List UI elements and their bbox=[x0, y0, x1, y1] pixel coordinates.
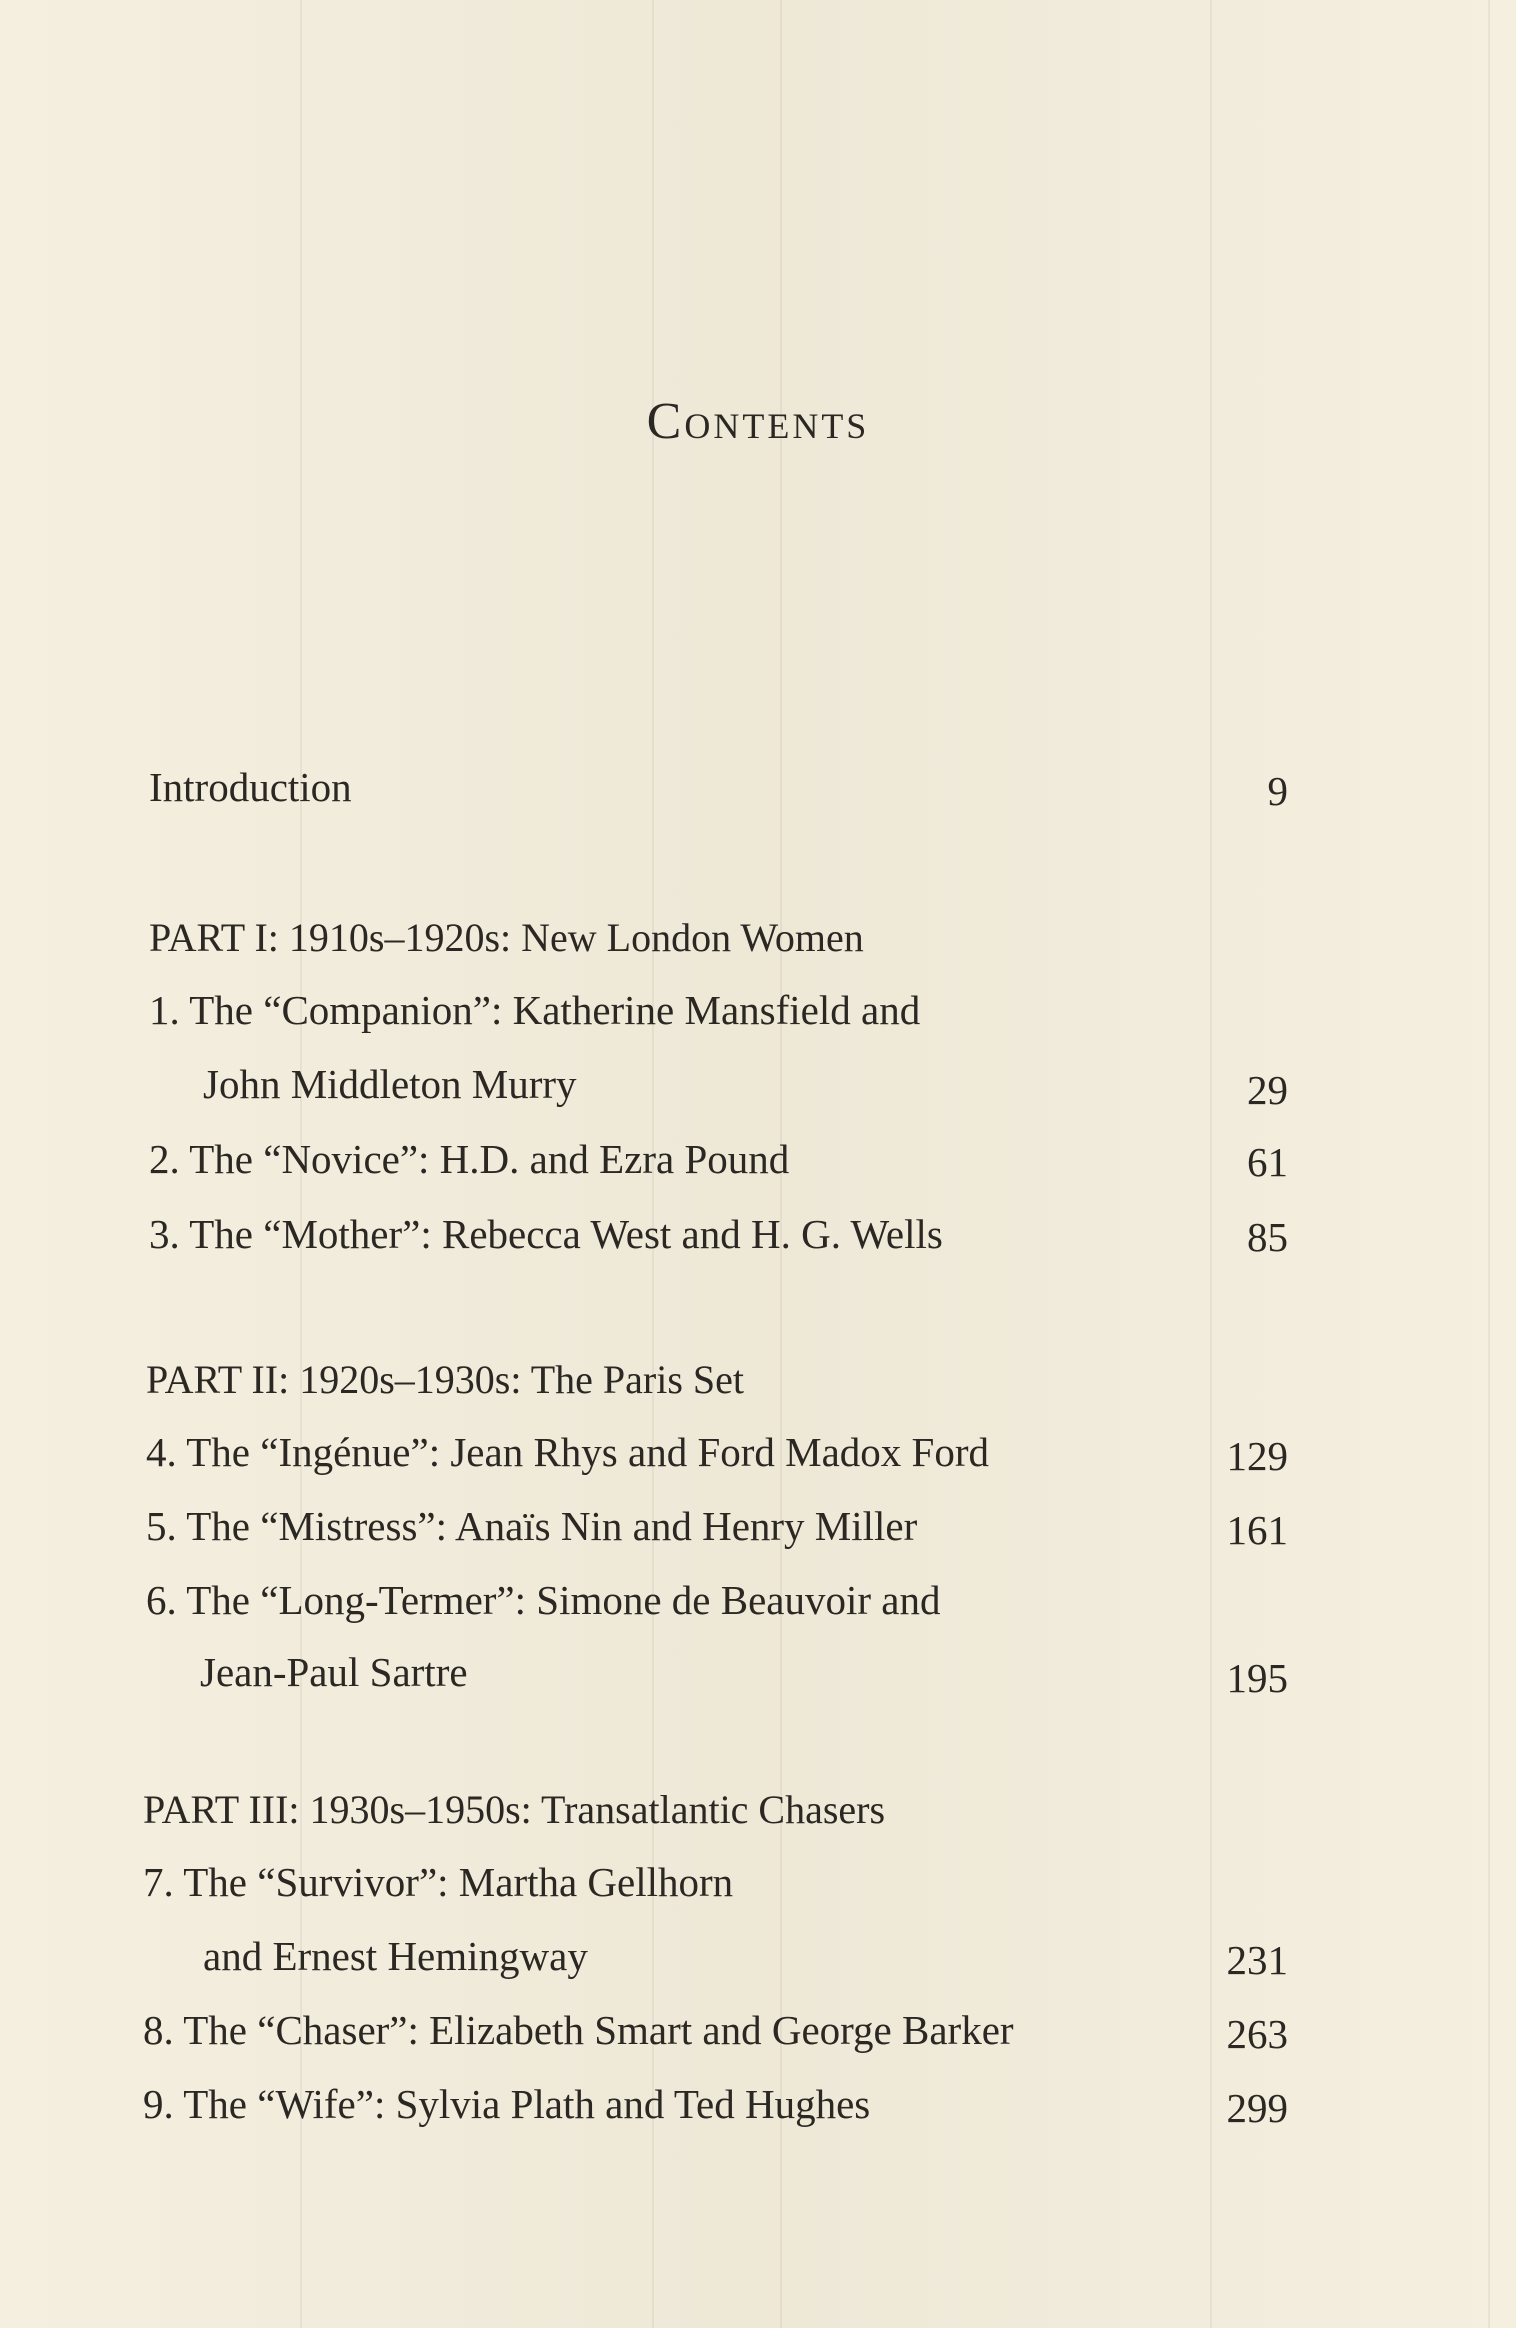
toc-entry-continuation: John Middleton Murry bbox=[203, 1061, 577, 1107]
toc-page-number: 299 bbox=[1226, 2085, 1288, 2131]
toc-page-number: 61 bbox=[1247, 1139, 1288, 1185]
toc-entry: 9. The “Wife”: Sylvia Plath and Ted Hughes bbox=[143, 2081, 871, 2127]
toc-entry: 2. The “Novice”: H.D. and Ezra Pound bbox=[149, 1136, 790, 1182]
part-heading: PART III: 1930s–1950s: Transatlantic Chasers bbox=[143, 1787, 886, 1832]
toc-entry-continuation: and Ernest Hemingway bbox=[203, 1933, 588, 1979]
part-heading: PART II: 1920s–1930s: The Paris Set bbox=[146, 1357, 745, 1402]
toc-entry: 4. The “Ingénue”: Jean Rhys and Ford Madox Ford bbox=[146, 1429, 990, 1475]
toc-page-number: 9 bbox=[1267, 768, 1288, 814]
toc-entry-introduction: Introduction bbox=[149, 764, 352, 810]
scan-streak bbox=[1488, 0, 1490, 2328]
toc-page-number: 195 bbox=[1226, 1655, 1288, 1701]
toc-page-number: 161 bbox=[1226, 1507, 1288, 1553]
toc-page-number: 263 bbox=[1226, 2011, 1288, 2057]
toc-entry: 6. The “Long-Termer”: Simone de Beauvoir and bbox=[146, 1577, 941, 1623]
toc-entry: 1. The “Companion”: Katherine Mansfield and bbox=[149, 987, 921, 1033]
part-heading: PART I: 1910s–1920s: New London Women bbox=[149, 915, 864, 960]
toc-entry-continuation: Jean-Paul Sartre bbox=[200, 1649, 468, 1695]
toc-entry: 5. The “Mistress”: Anaïs Nin and Henry Miller bbox=[146, 1503, 918, 1549]
toc-entry: 8. The “Chaser”: Elizabeth Smart and George Barker bbox=[143, 2007, 1014, 2053]
toc-page-number: 29 bbox=[1247, 1067, 1288, 1113]
toc-page-number: 129 bbox=[1226, 1433, 1288, 1479]
page-title: Contents bbox=[646, 393, 870, 450]
toc-entry: 7. The “Survivor”: Martha Gellhorn bbox=[143, 1859, 734, 1905]
toc-page-number: 231 bbox=[1226, 1937, 1288, 1983]
toc-page-number: 85 bbox=[1247, 1214, 1288, 1260]
toc-entry: 3. The “Mother”: Rebecca West and H. G. Wells bbox=[149, 1211, 943, 1257]
